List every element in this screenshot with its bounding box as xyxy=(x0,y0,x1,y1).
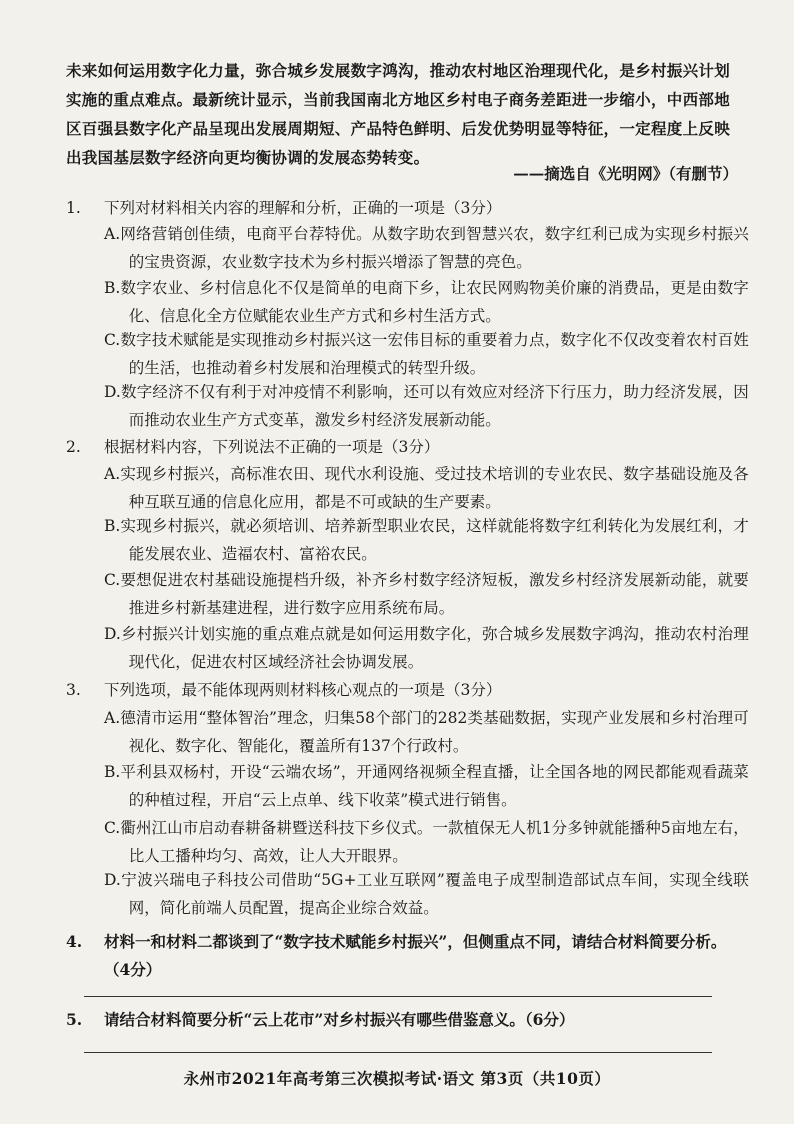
page-footer: 永州市2021年高考第三次模拟考试·语文 第3页（共10页） xyxy=(183,1069,611,1088)
question-2 xyxy=(66,433,736,461)
option-letter: D. xyxy=(104,871,121,889)
option-text: 乡村振兴计划实施的重点难点就是如何运用数字化，弥合城乡发展数字鸿沟，推动农村治理现代化，促进农村区域经济社会协调发展。 xyxy=(120,625,749,671)
option-2b xyxy=(104,512,749,568)
option-text: 宁波兴瑞电子科技公司借助“5G+工业互联网”覆盖电子成型制造部试点车间，实现全线联网，简化前端人员配置，提高企业综合效益。 xyxy=(120,871,749,917)
question-number: 1. xyxy=(66,199,81,217)
option-letter: A. xyxy=(104,709,121,727)
option-text: 实现乡村振兴，高标准农田、现代水利设施、受过技术培训的专业农民、数字基础设施及各种互联互通的信息化应用，都是不可或缺的生产要素。 xyxy=(120,465,749,511)
option-3b xyxy=(104,758,749,814)
option-1a xyxy=(104,220,749,276)
intro-paragraph: 未来如何运用数字化力量，弥合城乡发展数字鸿沟，推动农村地区治理现代化，是乡村振兴计划实施的重点难点。最新统计显示，当前我国南北方地区乡村电子商务差距进一步缩小，中西部地区百强县数字化产品呈现出发展周期短、产品特色鲜明、后发优势明显等特征，一定程度上反映出我国基层数字经济向更均衡协调的发展态势转变。 xyxy=(66,61,730,167)
question-stem: 下列对材料相关内容的理解和分析，正确的一项是（3分） xyxy=(104,199,502,217)
question-1 xyxy=(66,194,736,222)
question-4 xyxy=(66,928,736,984)
option-text: 平利县双杨村，开设“云端农场”，开通网络视频全程直播，让全国各地的网民都能观看蔬菜的种植过程，开启“云上点单、线下收菜”模式进行销售。 xyxy=(120,763,749,809)
option-text: 数字农业、乡村信息化不仅是简单的电商下乡，让农民网购物美价廉的消费品，更是由数字化、信息化全方位赋能农业生产方式和乡村生活方式。 xyxy=(120,279,749,325)
option-2c xyxy=(104,566,749,622)
option-letter: C. xyxy=(104,571,121,589)
answer-line xyxy=(84,996,712,997)
answer-line xyxy=(84,1052,712,1053)
question-stem: 请结合材料简要分析“云上花市”对乡村振兴有哪些借鉴意义。（6分） xyxy=(104,1010,575,1029)
option-1d xyxy=(104,378,749,434)
question-number: 5. xyxy=(66,1010,83,1029)
option-letter: D. xyxy=(104,625,121,643)
option-text: 要想促进农村基础设施提档升级，补齐乡村数字经济短板，激发乡村经济发展新动能，就要推进乡村新基建进程，进行数字应用系统布局。 xyxy=(120,571,749,617)
option-letter: B. xyxy=(104,279,121,297)
option-1b xyxy=(104,274,749,330)
option-2d xyxy=(104,620,749,676)
option-letter: A. xyxy=(104,465,121,483)
option-2a xyxy=(104,460,749,516)
option-text: 实现乡村振兴，就必须培训、培养新型职业农民，这样就能将数字红利转化为发展红利，才能发展农业、造福农村、富裕农民。 xyxy=(120,517,749,563)
question-stem: 根据材料内容，下列说法不正确的一项是（3分） xyxy=(104,438,440,456)
question-stem: 下列选项，最不能体现两则材料核心观点的一项是（3分） xyxy=(104,681,502,699)
option-text: 数字技术赋能是实现推动乡村振兴这一宏伟目标的重要着力点，数字化不仅改变着农村百姓的生活，也推动着乡村发展和治理模式的转型升级。 xyxy=(120,331,749,377)
question-3 xyxy=(66,676,736,704)
option-letter: B. xyxy=(104,517,121,535)
option-text: 数字经济不仅有利于对冲疫情不利影响，还可以有效应对经济下行压力，助力经济发展，因而推动农业生产方式变革，激发乡村经济发展新动能。 xyxy=(120,383,749,429)
source-citation: ——摘选自《光明网》（有删节） xyxy=(513,164,738,183)
option-3c xyxy=(104,814,749,870)
option-3a xyxy=(104,704,749,760)
option-letter: B. xyxy=(104,763,121,781)
option-letter: A. xyxy=(104,225,121,243)
option-text: 德清市运用“整体智治”理念，归集58个部门的282类基础数据，实现产业发展和乡村治理可视化、数字化、智能化，覆盖所有137个行政村。 xyxy=(120,709,749,755)
option-text: 网络营销创佳绩，电商平台荐特优。从数字助农到智慧兴农，数字红利已成为实现乡村振兴的宝贵资源，农业数字技术为乡村振兴增添了智慧的亮色。 xyxy=(120,225,749,271)
question-number: 4. xyxy=(66,932,83,951)
question-number: 2. xyxy=(66,438,81,456)
question-number: 3. xyxy=(66,681,81,699)
question-5 xyxy=(66,1006,736,1034)
option-letter: C. xyxy=(104,819,121,837)
question-stem: 材料一和材料二都谈到了“数字技术赋能乡村振兴”，但侧重点不同，请结合材料简要分析。（4分） xyxy=(104,932,727,979)
option-letter: D. xyxy=(104,383,121,401)
option-1c xyxy=(104,326,749,382)
option-letter: C. xyxy=(104,331,121,349)
option-text: 衢州江山市启动春耕备耕暨送科技下乡仪式。一款植保无人机1分多钟就能播种5亩地左右，比人工播种均匀、高效，让人大开眼界。 xyxy=(120,819,749,865)
option-3d xyxy=(104,866,749,922)
